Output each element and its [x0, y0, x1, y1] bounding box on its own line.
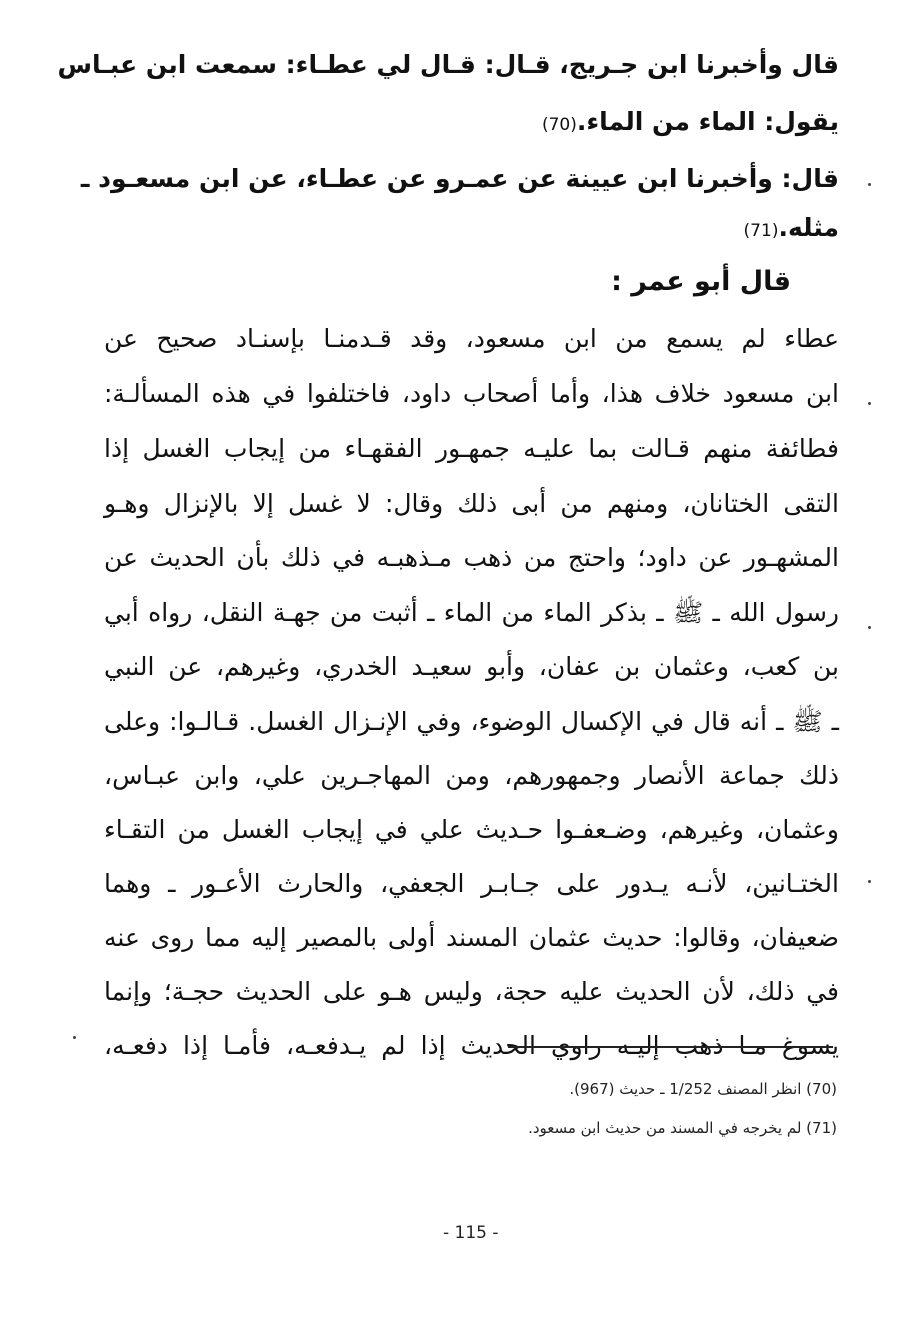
section-heading: قال أبو عمر : [611, 266, 791, 297]
scan-speck [868, 626, 871, 629]
footnote-71: (71) لم يخرجه في المسند من حديث ابن مسعود. [528, 1119, 837, 1137]
footnote-separator [508, 1046, 833, 1048]
text-line-14: وعثمان، وغيرهم، وضـعفـوا حـديث علي في إيجاب الغسل من التقـاء [104, 815, 839, 844]
text-line-10: رسول الله ـ ﷺ ـ بذكر الماء من الماء ـ أثبت من جهـة النقل، رواه أبي [104, 598, 839, 627]
footnote-ref-70: (70) [541, 115, 577, 135]
scan-speck [868, 183, 871, 186]
text-line-18: يسوغ مـا ذهب إليـه راوي الحديث إذا لم يـدفعـه، فأمـا إذا دفعـه، [104, 1031, 839, 1060]
scan-speck [868, 402, 871, 405]
footnote-ref-71: (71) [743, 221, 779, 241]
scan-speck [73, 1036, 76, 1039]
text-line-5: عطاء لم يسمع من ابن مسعود، وقد قـدمنـا بإسنـاد صحيح عن [104, 324, 839, 353]
scan-speck [868, 880, 871, 883]
text-line-1: قال وأخبرنا ابن جـريج، قـال: قـال لي عطـاء: سمعت ابن عبـاس [57, 50, 839, 79]
text-line-7: فطائفة منهم قـالت بما عليـه جمهـور الفقهـاء من إيجاب الغسل إذا [104, 434, 839, 463]
text-line-3: قال: وأخبرنا ابن عيينة عن عمـرو عن عطـاء، عن ابن مسعـود ـ [80, 164, 839, 193]
text-line-6: ابن مسعود خلاف هذا، وأما أصحاب داود، فاختلفوا في هذه المسألـة: [104, 379, 839, 408]
text-line-11: بن كعب، وعثمان بن عفان، وأبو سعيـد الخدري، وغيرهم، عن النبي [104, 652, 839, 681]
text-line-15: الختـانين، لأنـه يـدور على جـابـر الجعفي، والحارث الأعـور ـ وهما [104, 869, 839, 898]
text-line-2 [104, 105, 839, 142]
text-line-17: في ذلك، لأن الحديث عليه حجة، وليس هـو على الحديث حجـة؛ وإنما [104, 977, 839, 1006]
text-line-9: المشهـور عن داود؛ واحتج من ذهب مـذهبـه في ذلك بأن الحديث عن [104, 543, 839, 572]
text-line-4-body: مثله. [778, 213, 839, 242]
text-line-13: ذلك جماعة الأنصار وجمهورهم، ومن المهاجـرين علي، وابن عبـاس، [104, 761, 839, 790]
page-number: - 115 - [443, 1223, 499, 1243]
text-line-4 [104, 211, 839, 248]
text-line-2-body: يقول: الماء من الماء. [576, 107, 839, 136]
footnote-70: (70) انظر المصنف 1/252 ـ حديث (967). [569, 1080, 837, 1098]
text-line-12: ـ ﷺ ـ أنه قال في الإكسال الوضوء، وفي الإنـزال الغسل. قـالـوا: وعلى [104, 707, 839, 736]
text-line-16: ضعيفان، وقالوا: حديث عثمان المسند أولى بالمصير إليه مما روى عنه [104, 923, 839, 952]
text-line-8: التقى الختانان، ومنهم من أبى ذلك وقال: لا غسل إلا بالإنزال وهـو [104, 489, 839, 518]
